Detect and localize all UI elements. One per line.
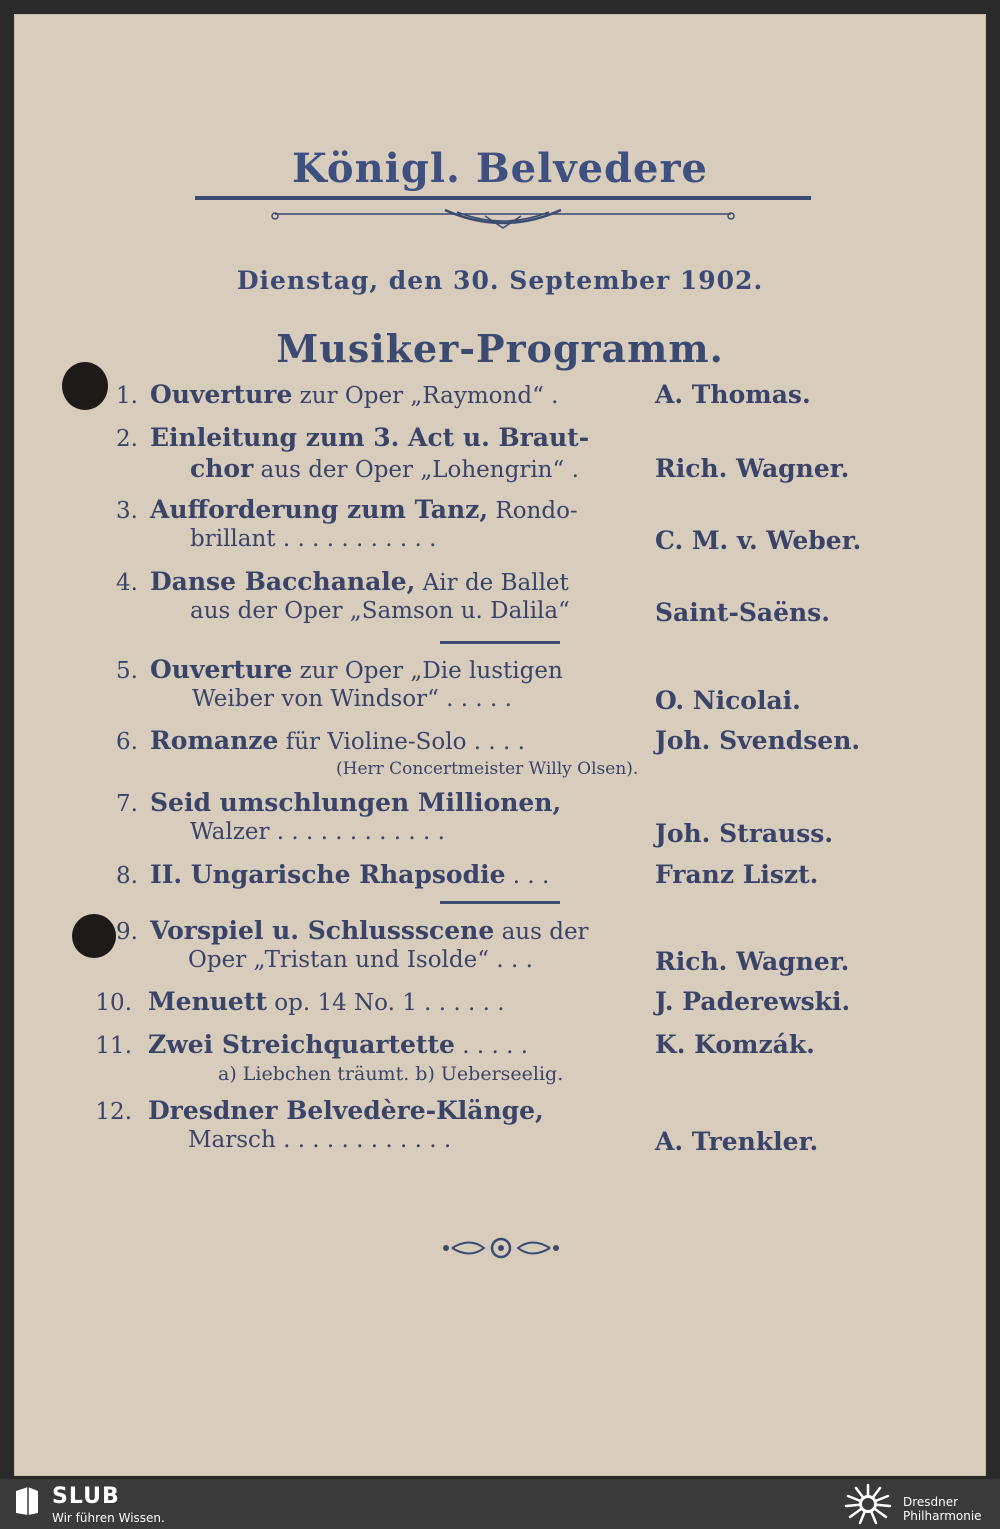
item-title-line: Oper „Tristan und Isolde“ . . . [188, 947, 533, 973]
item-number: 10. [95, 990, 132, 1016]
section-divider [440, 641, 560, 644]
footer-bar [0, 1479, 1000, 1529]
slub-tagline: Wir führen Wissen. [52, 1511, 165, 1525]
item-title-line: Menuett op. 14 No. 1 . . . . . . [148, 987, 505, 1016]
item-number: 2. [116, 426, 138, 452]
item-number: 7. [116, 791, 138, 817]
ornament-rule-icon [195, 196, 811, 236]
item-title-line: Zwei Streichquartette . . . . . [148, 1030, 529, 1059]
item-number: 12. [95, 1099, 132, 1125]
item-title-line: Ouverture zur Oper „Raymond“ . [150, 380, 559, 409]
item-number: 8. [116, 863, 138, 889]
item-composer: O. Nicolai. [655, 686, 801, 715]
item-number: 4. [116, 570, 138, 596]
item-title-line: II. Ungarische Rhapsodie . . . [150, 860, 550, 889]
item-composer: K. Komzák. [655, 1030, 815, 1059]
item-composer: Joh. Svendsen. [655, 726, 861, 755]
item-composer: J. Paderewski. [655, 987, 851, 1016]
item-composer: Rich. Wagner. [655, 454, 850, 483]
item-composer: C. M. v. Weber. [655, 526, 862, 555]
item-title-line: brillant . . . . . . . . . . . [190, 526, 437, 552]
item-title-line: Dresdner Belvedère-Klänge, [148, 1096, 544, 1125]
item-title-line: Ouverture zur Oper „Die lustigen [150, 655, 563, 684]
item-number: 3. [116, 498, 138, 524]
item-number: 9. [116, 919, 138, 945]
item-title-line: chor aus der Oper „Lohengrin“ . [190, 454, 579, 483]
concert-date: Dienstag, den 30. September 1902. [236, 266, 764, 295]
item-title-line: Weiber von Windsor“ . . . . . [192, 686, 512, 712]
item-number: 1. [116, 383, 138, 409]
page-title: Königl. Belvedere [292, 145, 708, 192]
item-title-line: Seid umschlungen Millionen, [150, 788, 562, 817]
program-heading: Musiker-Programm. [276, 326, 724, 371]
item-composer: A. Trenkler. [655, 1127, 819, 1156]
item-composer: Joh. Strauss. [655, 819, 834, 848]
item-title-line: Marsch . . . . . . . . . . . . [188, 1127, 452, 1153]
slub-logo-text: SLUB [52, 1484, 120, 1509]
item-note: (Herr Concertmeister Willy Olsen). [336, 759, 639, 779]
item-title-line: Einleitung zum 3. Act u. Braut- [150, 423, 590, 452]
item-number: 6. [116, 729, 138, 755]
item-title-line: Vorspiel u. Schlussscene aus der [150, 916, 589, 945]
closing-ornament-icon [440, 1233, 562, 1263]
item-number: 5. [116, 658, 138, 684]
item-title-line: Aufforderung zum Tanz, Rondo- [150, 495, 578, 524]
item-number: 11. [95, 1033, 132, 1059]
item-composer: Rich. Wagner. [655, 947, 850, 976]
item-title-line: Danse Bacchanale, Air de Ballet [150, 567, 569, 596]
section-divider [440, 901, 560, 904]
slub-logo-icon [14, 1485, 40, 1517]
dresdner-philharmonie-logo-icon [843, 1482, 893, 1526]
dresdner-philharmonie-logo-text: Dresdner Philharmonie [903, 1495, 982, 1523]
item-title-line: aus der Oper „Samson u. Dalila“ [190, 598, 570, 624]
item-composer: Saint-Saëns. [655, 598, 830, 627]
item-title-line: Romanze für Violine-Solo . . . . [150, 726, 525, 755]
item-note: a) Liebchen träumt. b) Ueberseelig. [218, 1063, 564, 1085]
item-composer: Franz Liszt. [655, 860, 819, 889]
item-title-line: Walzer . . . . . . . . . . . . [190, 819, 445, 845]
item-composer: A. Thomas. [655, 380, 811, 409]
